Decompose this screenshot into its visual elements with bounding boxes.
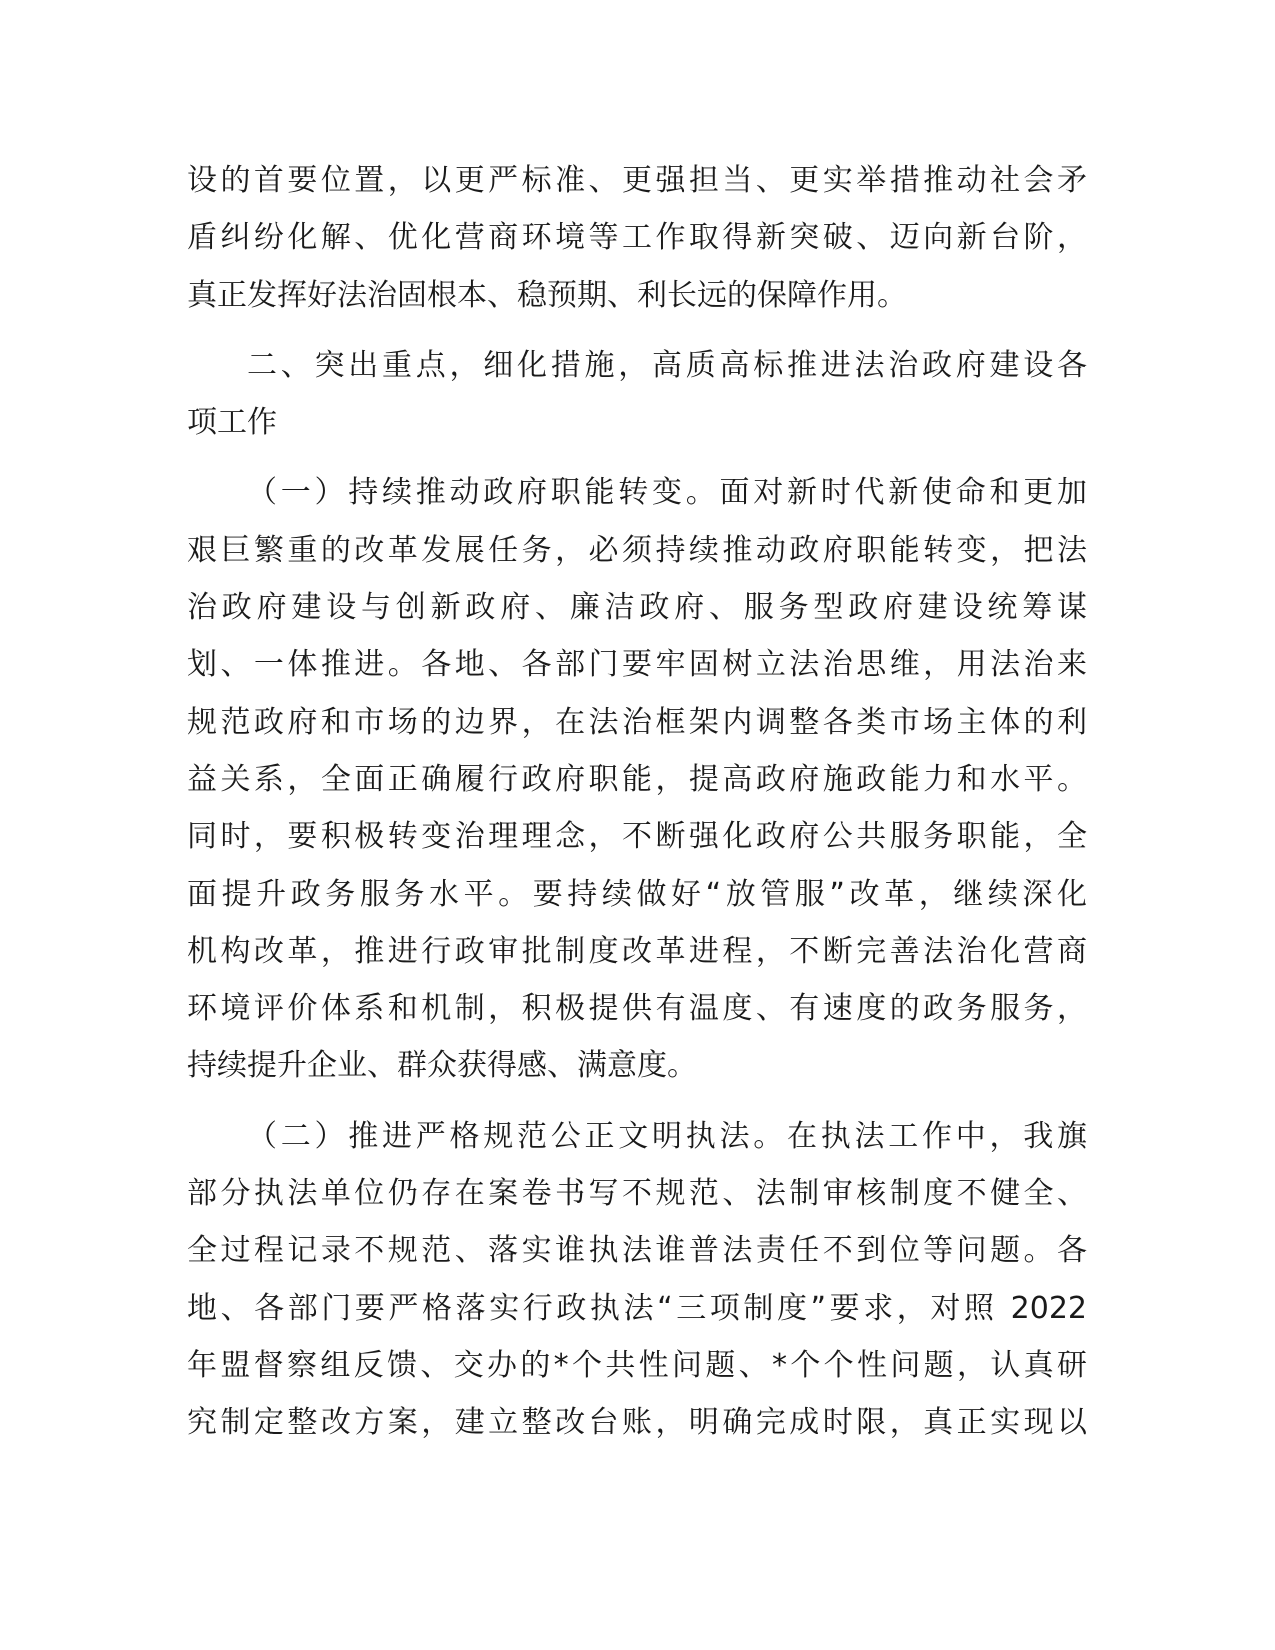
text-line: 机构改革，推进行政审批制度改革进程，不断完善法治化营商	[187, 933, 1087, 969]
text-line: 设的首要位置，以更严标准、更强担当、更实举措推动社会矛	[187, 163, 1087, 198]
text-line: （一）持续推动政府职能转变。面对新时代新使命和更加	[247, 475, 1087, 511]
text-line: 盾纠纷化解、优化营商环境等工作取得新突破、迈向新台阶，	[187, 220, 1087, 256]
text-line: 持续提升企业、群众获得感、满意度。	[187, 1048, 697, 1084]
text-line: 艰巨繁重的改革发展任务，必须持续推动政府职能转变，把法	[187, 532, 1087, 568]
text-line: 全过程记录不规范、落实谁执法谁普法责任不到位等问题。各	[187, 1233, 1087, 1269]
text-line: 环境评价体系和机制，积极提供有温度、有速度的政务服务，	[187, 991, 1087, 1027]
text-line: 部分执法单位仍存在案卷书写不规范、法制审核制度不健全、	[187, 1176, 1087, 1212]
text-line: （二）推进严格规范公正文明执法。在执法工作中，我旗	[247, 1118, 1087, 1154]
text-line: 治政府建设与创新政府、廉洁政府、服务型政府建设统筹谋	[187, 590, 1087, 626]
document-page	[187, 152, 1087, 1465]
text-line: 地、各部门要严格落实行政执法“三项制度”要求，对照 2022	[187, 1290, 1087, 1326]
text-line: 划、一体推进。各地、各部门要牢固树立法治思维，用法治来	[187, 647, 1087, 683]
paragraph-intro-continuation	[187, 152, 1087, 324]
text-line: 年盟督察组反馈、交办的*个共性问题、*个个性问题，认真研	[187, 1347, 1087, 1383]
text-line: 同时，要积极转变治理理念，不断强化政府公共服务职能，全	[187, 819, 1087, 855]
text-line: 规范政府和市场的边界，在法治框架内调整各类市场主体的利	[187, 704, 1087, 740]
paragraph-subsection-2	[187, 1108, 1087, 1452]
text-line: 面提升政务服务水平。要持续做好“放管服”改革，继续深化	[187, 876, 1087, 912]
text-line: 究制定整改方案，建立整改台账，明确完成时限，真正实现以	[187, 1405, 1087, 1441]
section-heading-2	[187, 337, 1087, 452]
text-line: 益关系，全面正确履行政府职能，提高政府施政能力和水平。	[187, 761, 1087, 797]
heading-line: 二、突出重点，细化措施，高质高标推进法治政府建设各	[247, 347, 1087, 383]
heading-line: 项工作	[187, 405, 277, 441]
paragraph-subsection-1	[187, 464, 1087, 1094]
text-line: 真正发挥好法治固根本、稳预期、利长远的保障作用。	[187, 277, 907, 313]
